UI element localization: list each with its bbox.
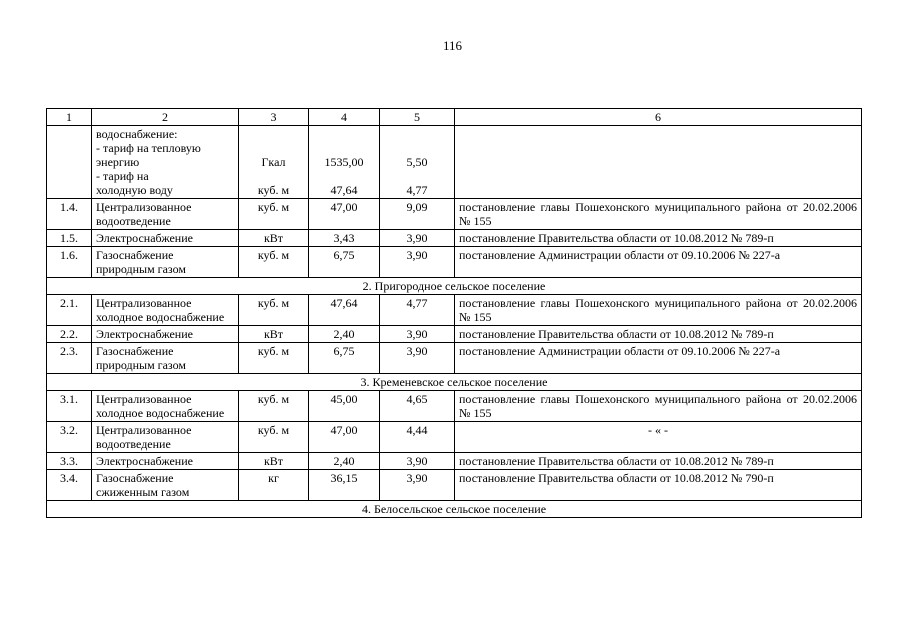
service-name: Централизованное водоотведение: [92, 422, 239, 453]
row-number: [47, 126, 92, 199]
page-number: 116: [442, 38, 463, 53]
service-name: Централизованное холодное водоснабжение: [92, 295, 239, 326]
table-row: [47, 422, 862, 453]
service-name-line: - тариф на тепловую: [96, 141, 201, 155]
service-name-line: энергию: [96, 155, 140, 169]
table-row: [47, 326, 862, 343]
header-col-6: 6: [455, 109, 862, 126]
service-name-line: - тариф на: [96, 169, 149, 183]
service-name-line: холодную воду: [96, 183, 173, 197]
unit-line: Гкал: [261, 155, 286, 169]
unit-line: куб. м: [257, 183, 290, 197]
tariff-1: 2,40: [309, 326, 380, 343]
tariff-1: 45,00: [309, 391, 380, 422]
table-row: [47, 230, 862, 247]
table-row: [47, 453, 862, 470]
legal-basis: постановление Правительства области от 10.08.2012 № 789-п: [455, 230, 862, 247]
tariff-1: 47,64: [309, 295, 380, 326]
service-name: Электроснабжение: [92, 326, 239, 343]
row-number: 1.5.: [47, 230, 92, 247]
table-row: [47, 295, 862, 326]
row-number: 2.1.: [47, 295, 92, 326]
unit: куб. м: [239, 343, 309, 374]
unit: [239, 126, 309, 199]
row-number: 3.3.: [47, 453, 92, 470]
tariff-1: [309, 126, 380, 199]
tariff-2: 3,90: [380, 326, 455, 343]
header-col-2: 2: [92, 109, 239, 126]
table-header-row: [47, 109, 862, 126]
unit: кВт: [239, 326, 309, 343]
unit: кВт: [239, 453, 309, 470]
row-number: 3.1.: [47, 391, 92, 422]
tariff-2-line: 4,77: [406, 183, 428, 197]
unit: кг: [239, 470, 309, 501]
tariff-1-line: 47,64: [330, 183, 358, 197]
tariff-2: 9,09: [380, 199, 455, 230]
row-number: 2.3.: [47, 343, 92, 374]
tariff-1: 6,75: [309, 247, 380, 278]
legal-basis: постановление Администрации области от 09.10.2006 № 227-а: [455, 343, 862, 374]
service-name: Централизованное холодное водоснабжение: [92, 391, 239, 422]
table-row: [47, 391, 862, 422]
service-name: Централизованное водоотведение: [92, 199, 239, 230]
legal-basis: постановление Правительства области от 10.08.2012 № 789-п: [455, 326, 862, 343]
tariff-1: 47,00: [309, 422, 380, 453]
legal-basis: [455, 126, 862, 199]
section-row: [47, 374, 862, 391]
table-row: [47, 343, 862, 374]
row-number: 3.2.: [47, 422, 92, 453]
table-row: [47, 199, 862, 230]
table-row: [47, 470, 862, 501]
legal-basis-ditto: - « -: [455, 422, 862, 453]
unit: куб. м: [239, 422, 309, 453]
legal-basis: постановление Правительства области от 10.08.2012 № 790-п: [455, 470, 862, 501]
table-row: [47, 247, 862, 278]
section-title: 4. Белосельское сельское поселение: [47, 501, 862, 518]
tariff-2: 4,44: [380, 422, 455, 453]
section-title: 2. Пригородное сельское поселение: [47, 278, 862, 295]
row-number: 2.2.: [47, 326, 92, 343]
unit: куб. м: [239, 199, 309, 230]
tariff-1-line: 1535,00: [324, 155, 364, 169]
tariff-2: 3,90: [380, 470, 455, 501]
service-name-line: водоснабжение:: [96, 127, 178, 141]
header-col-5: 5: [380, 109, 455, 126]
tariff-2: [380, 126, 455, 199]
tariff-2: 3,90: [380, 247, 455, 278]
section-title: 3. Кременевское сельское поселение: [47, 374, 862, 391]
row-number: 3.4.: [47, 470, 92, 501]
service-name: Электроснабжение: [92, 230, 239, 247]
tariff-2: 3,90: [380, 453, 455, 470]
row-number: 1.4.: [47, 199, 92, 230]
service-name: Электроснабжение: [92, 453, 239, 470]
legal-basis: постановление Правительства области от 10.08.2012 № 789-п: [455, 453, 862, 470]
tariff-1: 47,00: [309, 199, 380, 230]
legal-basis: постановление главы Пошехонского муниципального района от 20.02.2006 № 155: [455, 295, 862, 326]
header-col-1: 1: [47, 109, 92, 126]
tariff-2: 4,65: [380, 391, 455, 422]
section-row: [47, 501, 862, 518]
row-number: 1.6.: [47, 247, 92, 278]
unit: куб. м: [239, 295, 309, 326]
header-col-3: 3: [239, 109, 309, 126]
tariff-2-line: 5,50: [406, 155, 428, 169]
tariff-2: 4,77: [380, 295, 455, 326]
tariff-1: 3,43: [309, 230, 380, 247]
tariff-1: 6,75: [309, 343, 380, 374]
unit: куб. м: [239, 391, 309, 422]
tariff-2: 3,90: [380, 230, 455, 247]
unit: кВт: [239, 230, 309, 247]
section-row: [47, 278, 862, 295]
legal-basis: постановление главы Пошехонского муниципального района от 20.02.2006 № 155: [455, 199, 862, 230]
tariff-1: 2,40: [309, 453, 380, 470]
header-col-4: 4: [309, 109, 380, 126]
service-name: Газоснабжение природным газом: [92, 343, 239, 374]
tariff-table: [46, 108, 862, 518]
tariff-1: 36,15: [309, 470, 380, 501]
service-name: Газоснабжение природным газом: [92, 247, 239, 278]
service-name: Газоснабжение сжиженным газом: [92, 470, 239, 501]
table-row: [47, 126, 862, 199]
unit: куб. м: [239, 247, 309, 278]
tariff-2: 3,90: [380, 343, 455, 374]
legal-basis: постановление главы Пошехонского муниципального района от 20.02.2006 № 155: [455, 391, 862, 422]
service-name: [92, 126, 239, 199]
legal-basis: постановление Администрации области от 09.10.2006 № 227-а: [455, 247, 862, 278]
